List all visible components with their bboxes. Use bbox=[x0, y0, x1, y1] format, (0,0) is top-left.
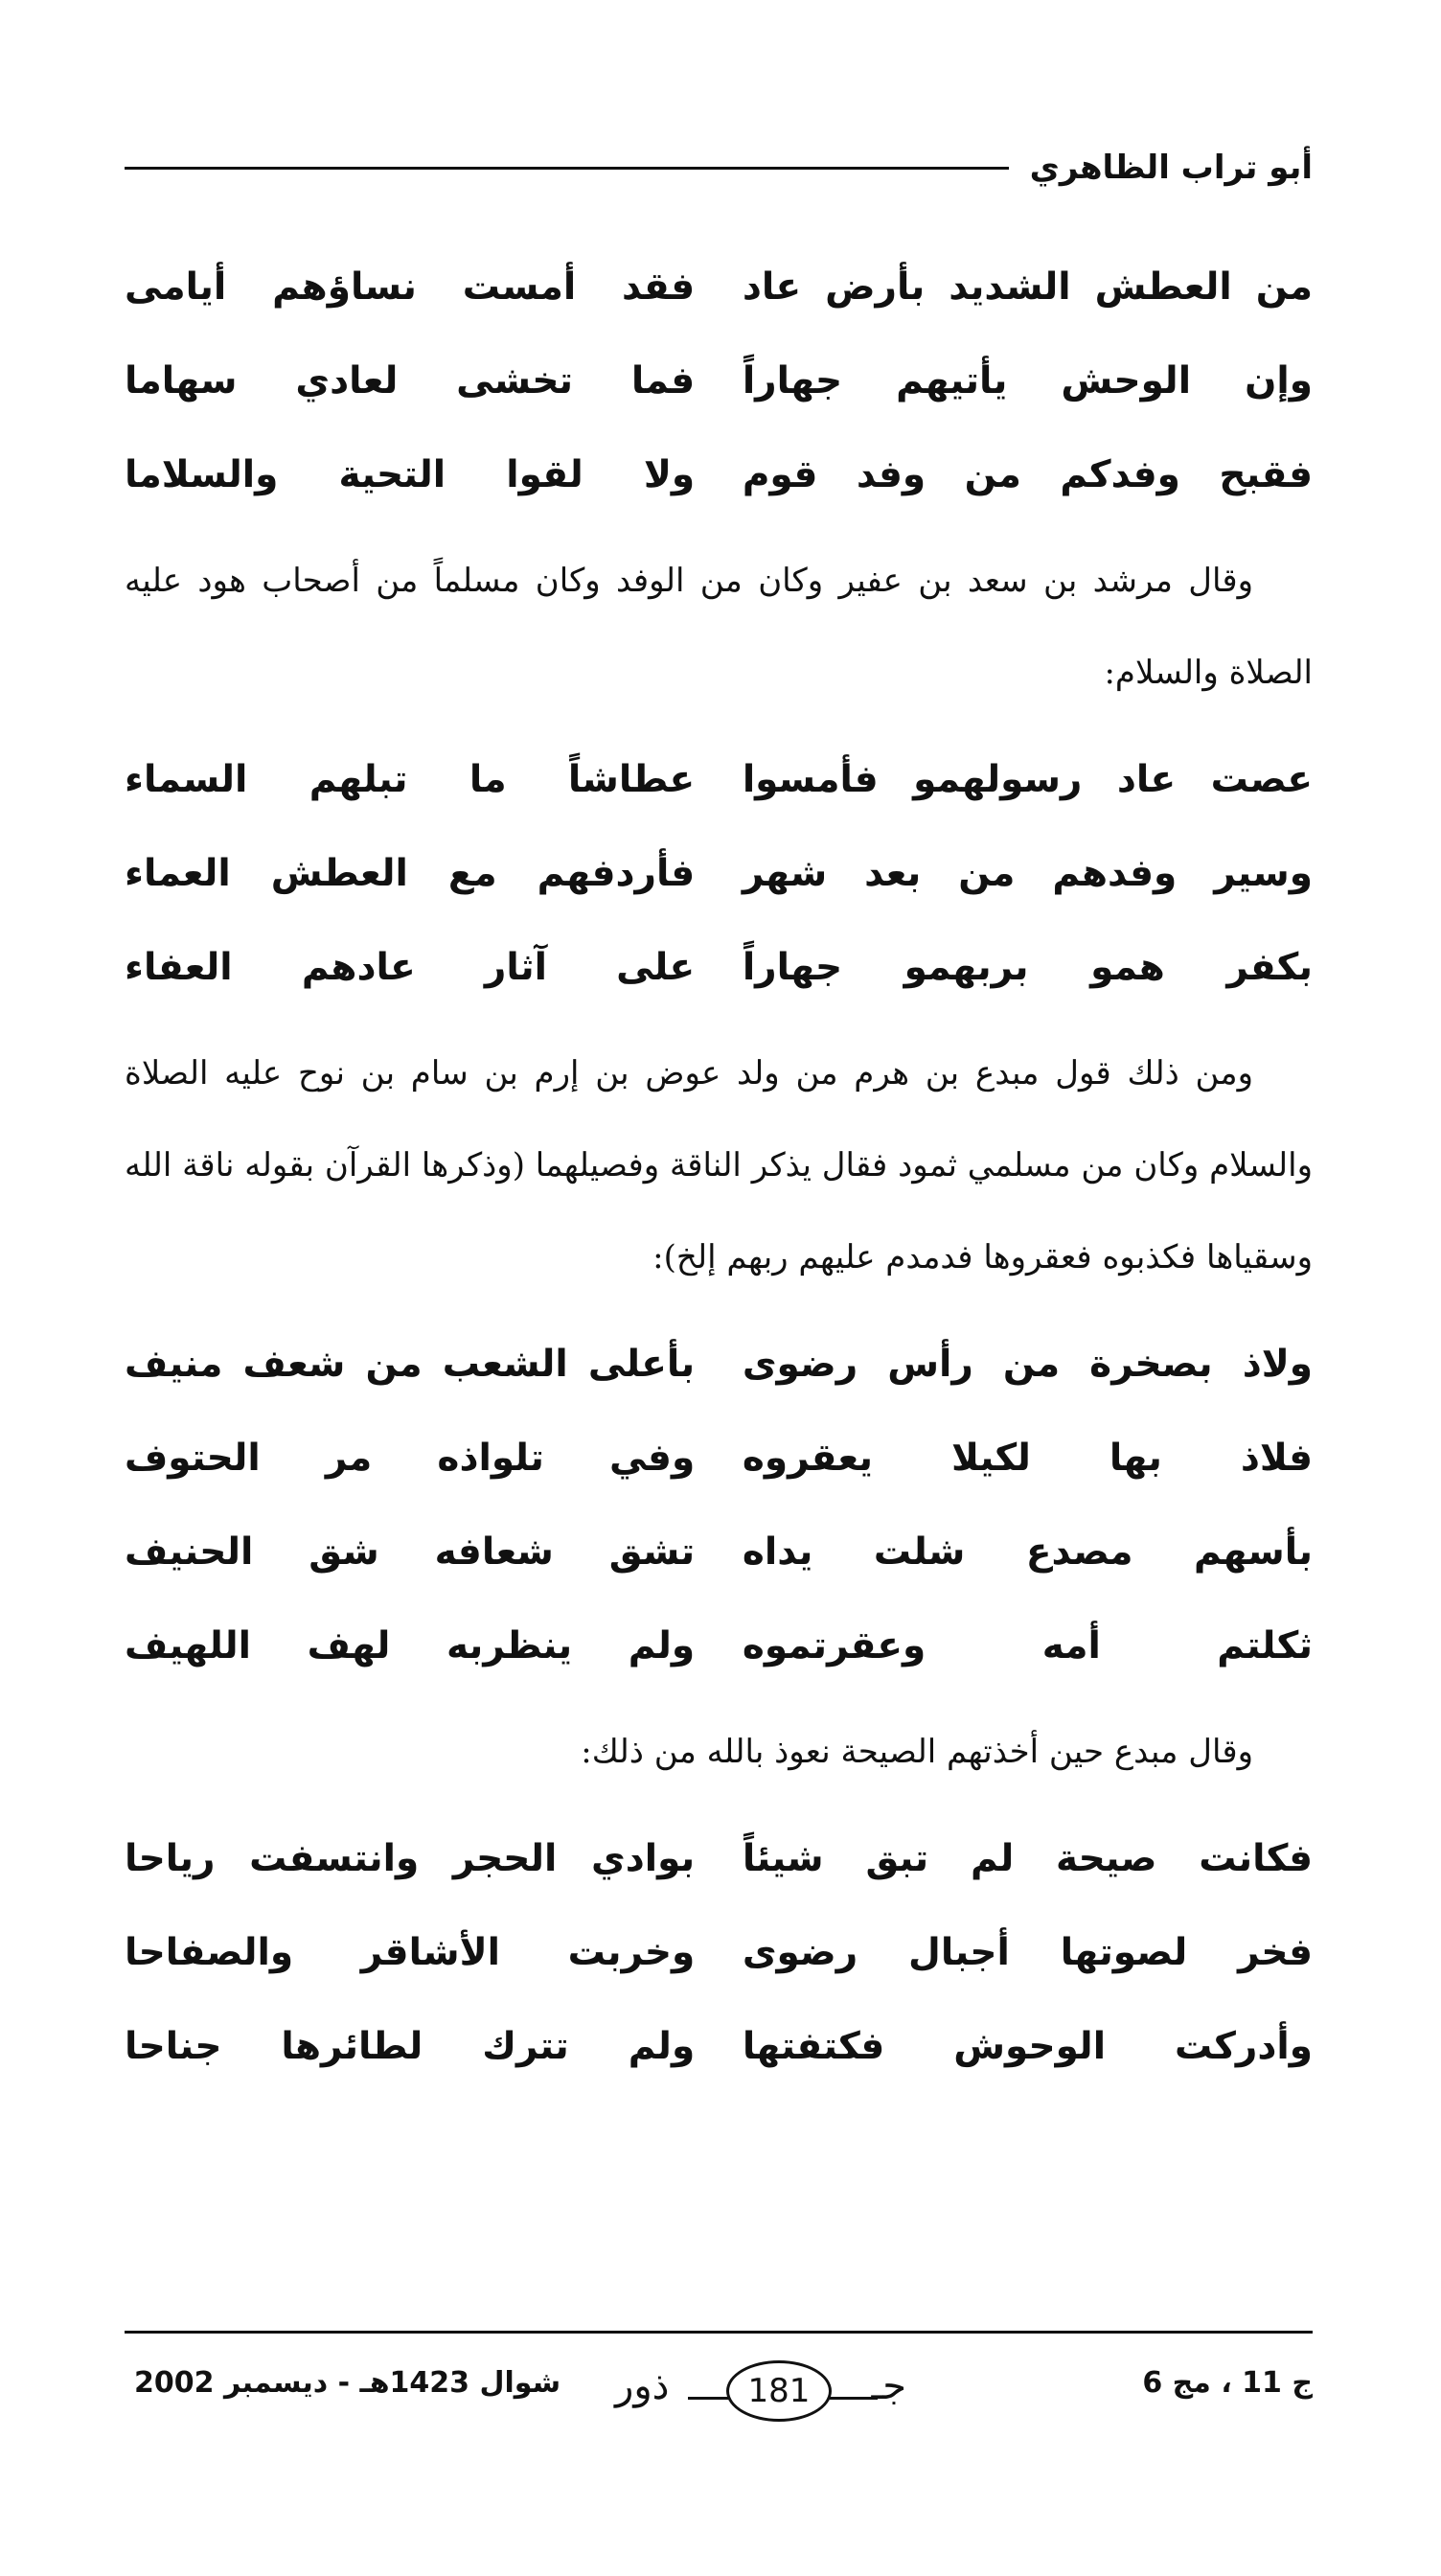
journal-underline bbox=[830, 2397, 878, 2400]
verse-first-hemistich: فخر لصوتها أجبال رضوى bbox=[742, 1930, 1313, 1974]
verse-second-hemistich: تشق شعافه شق الحنيف bbox=[125, 1530, 696, 1574]
prose-paragraph-1 bbox=[125, 535, 1313, 719]
verse-line bbox=[125, 1811, 1313, 1905]
verse-group-2 bbox=[125, 732, 1313, 1014]
verse-group-3 bbox=[125, 1317, 1313, 1692]
verse-first-hemistich: عصت عاد رسولهمو فأمسوا bbox=[742, 757, 1313, 801]
verse-line bbox=[125, 1905, 1313, 1999]
verse-first-hemistich: وسير وفدهم من بعد شهر bbox=[742, 851, 1313, 895]
verse-line bbox=[125, 427, 1313, 521]
verse-line bbox=[125, 826, 1313, 920]
footer-rule bbox=[125, 2331, 1313, 2334]
verse-first-hemistich: ولاذ بصخرة من رأس رضوى bbox=[742, 1342, 1313, 1386]
verse-line bbox=[125, 334, 1313, 427]
verse-second-hemistich: فقد أمست نساؤهم أيامى bbox=[125, 264, 696, 309]
verse-line bbox=[125, 1505, 1313, 1598]
verse-second-hemistich: ولم تترك لطائرها جناحا bbox=[125, 2024, 696, 2068]
page-content bbox=[125, 240, 1313, 2106]
prose-text: وقال مرشد بن سعد بن عفير وكان من الوفد وكان مسلماً من أصحاب هود عليه الصلاة والسلام: bbox=[125, 562, 1313, 692]
journal-underline bbox=[688, 2397, 732, 2400]
verse-first-hemistich: فلاذ بها لكيلا يعقروه bbox=[742, 1436, 1313, 1480]
verse-line bbox=[125, 732, 1313, 826]
verse-second-hemistich: ولا لقوا التحية والسلاما bbox=[125, 452, 696, 496]
journal-name-part: ذور bbox=[615, 2364, 670, 2408]
verse-second-hemistich: فما تخشى لعادي سهاما bbox=[125, 358, 696, 402]
verse-second-hemistich: بوادي الحجر وانتسفت رياحا bbox=[125, 1836, 696, 1880]
verse-second-hemistich: وفي تلواذه مر الحتوف bbox=[125, 1436, 696, 1480]
verse-line bbox=[125, 1999, 1313, 2093]
verse-first-hemistich: من العطش الشديد بأرض عاد bbox=[742, 264, 1313, 309]
verse-line bbox=[125, 920, 1313, 1014]
prose-paragraph-2 bbox=[125, 1027, 1313, 1303]
header-title: أبو تراب الظاهري bbox=[1029, 149, 1313, 187]
verse-group-1 bbox=[125, 240, 1313, 521]
verse-line bbox=[125, 1317, 1313, 1411]
verse-first-hemistich: وأدركت الوحوش فكتفتها bbox=[742, 2024, 1313, 2068]
header-rule bbox=[125, 167, 1009, 170]
verse-second-hemistich: فأردفهم مع العطش العماء bbox=[125, 851, 696, 895]
running-header bbox=[125, 134, 1313, 201]
verse-first-hemistich: وإن الوحش يأتيهم جهاراً bbox=[742, 358, 1313, 402]
page-footer bbox=[125, 2353, 1313, 2429]
journal-name-part: جـ bbox=[871, 2364, 906, 2408]
verse-second-hemistich: بأعلى الشعب من شعف منيف bbox=[125, 1342, 696, 1386]
verse-line bbox=[125, 1598, 1313, 1692]
issue-date: شوال 1423هـ - ديسمبر 2002 bbox=[134, 2366, 561, 2400]
page bbox=[125, 0, 1313, 2576]
issue-number: ج 11 ، مج 6 bbox=[1142, 2366, 1313, 2400]
journal-page-mark bbox=[604, 2353, 920, 2429]
verse-second-hemistich: عطاشاً ما تبلهم السماء bbox=[125, 757, 696, 801]
verse-first-hemistich: بكفر همو بربهمو جهاراً bbox=[742, 945, 1313, 989]
verse-first-hemistich: فقبح وفدكم من وفد قوم bbox=[742, 452, 1313, 496]
verse-line bbox=[125, 240, 1313, 334]
verse-line bbox=[125, 1411, 1313, 1505]
prose-paragraph-3 bbox=[125, 1706, 1313, 1798]
page-number: 181 bbox=[726, 2360, 832, 2422]
verse-first-hemistich: ثكلتم أمه وعقرتموه bbox=[742, 1623, 1313, 1668]
verse-second-hemistich: وخربت الأشاقر والصفاحا bbox=[125, 1930, 696, 1974]
verse-second-hemistich: على آثار عادهم العفاء bbox=[125, 945, 696, 989]
verse-first-hemistich: بأسهم مصدع شلت يداه bbox=[742, 1530, 1313, 1574]
prose-text: ومن ذلك قول مبدع بن هرم من ولد عوض بن إرم بن سام بن نوح عليه الصلاة والسلام وكان من مسلمي ثمود فقال يذكر الناقة وفصيلهما (وذكرها القرآن بقوله ناقة الله وسقياها فكذبوه فعقروها فدمدم عليهم ربهم إلخ): bbox=[125, 1054, 1313, 1276]
verse-second-hemistich: ولم ينظربه لهف اللهيف bbox=[125, 1623, 696, 1668]
verse-first-hemistich: فكانت صيحة لم تبق شيئاً bbox=[742, 1836, 1313, 1880]
prose-text: وقال مبدع حين أخذتهم الصيحة نعوذ بالله من ذلك: bbox=[581, 1733, 1253, 1771]
verse-group-4 bbox=[125, 1811, 1313, 2093]
